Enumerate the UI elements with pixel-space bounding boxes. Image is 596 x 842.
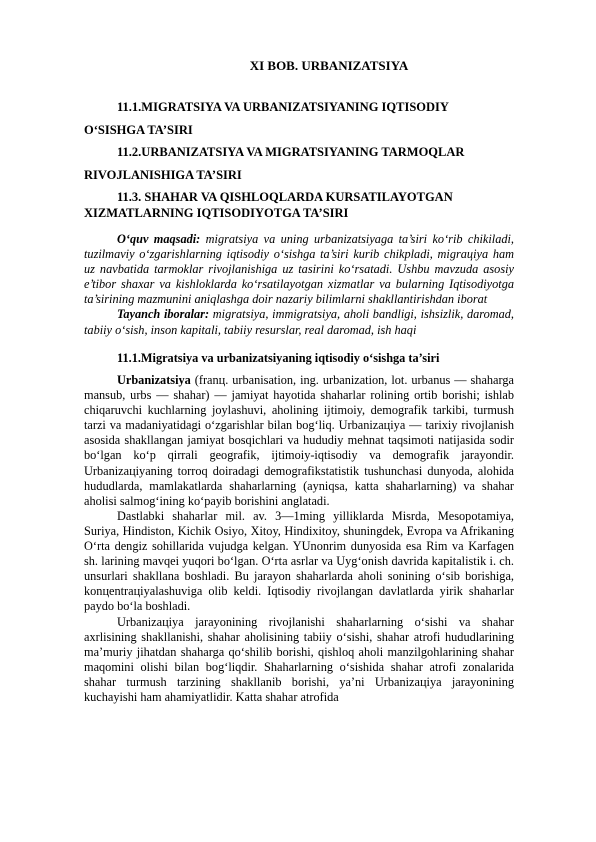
goal-text: migratsiya va uning urbanizatsiyaga ta’siri ko‘rib chikiladi, tuzilmaviy o‘zgarishlarning iqtisodiy o‘sishga ta’siri kurib chikpladi, migraцiya ham uz navbatida tarmoklar rivojlanishiga uz tasirini ko‘rsatadi. Ushbu mavzuda asosiy e’tibor shaxar va kishloklarda ko‘rsatilayotgan xizmatlar va bularning Iqtisodiyotga ta’sirining mazmunini aniqlashga doir nazariy bilimlarni shakllantirishdan iborat: [84, 232, 514, 307]
keywords-text: migratsiya, immigratsiya, aholi bandligi, ishsizlik, daromad, tabiiy o‘sish, inson kapitali, tabiiy resurslar, real daromad, ish haqi: [84, 307, 514, 337]
chapter-title: XI BOB. URBANIZATSIYA: [249, 58, 409, 73]
keywords-label: Tayanch iboralar:: [117, 307, 210, 322]
toc-item-1-line2: O‘SISHGA TA’SIRI: [84, 123, 193, 137]
toc-item-2-line2: RIVOJLANISHIGA TA’SIRI: [84, 168, 242, 182]
term-urbanizatsiya: Urbanizatsiya: [117, 373, 191, 387]
toc-item-3-line2: XIZMATLARNING IQTISODIYOTGA TA’SIRI: [84, 206, 349, 220]
toc-item-3-line1: 11.3. SHAHAR VA QISHLOQLARDA KURSATILAYOTGAN: [117, 190, 453, 204]
learning-goal: [84, 232, 514, 338]
goal-label: O‘quv maqsadi:: [117, 232, 201, 246]
paragraph-1: (franц. urbanisation, ing. urbanization, lot. urbanus — shaharga mansub, urbs — shahar) — jamiyat hayotida shaharlar rolining ortib borishi; ishlab chiqaruvchi kuchlarning joylashuvi, aholining ijtimoiy, demografik tarkibi, turmush tarzi va madaniyatidagi o‘zgarishlar bilan bog‘liq. Urbanizaцiya — tarixiy rivojlanish asosida shakllangan jamiyat bosqichlari va hududiy mehnat taqsimoti natijasida sodir bo‘lgan ko‘p qirrali geografik, ijtimoiy-iqtisodiy va demografik jarayondir. Urbanizaцiyaning torroq doiradagi demografikstatistik tushunchasi dunyoda, alohida hududlarda, mamlakatlarda shaharlarning (ayniqsa, katta shaharlarning) va shahar aholisi salmog‘ining ko‘payib borishini anglatadi.: [84, 373, 514, 508]
toc-item-2-line1: 11.2.URBANIZATSIYA VA MIGRATSIYANING TARMOQLAR: [117, 145, 465, 159]
section-heading: 11.1.Migratsiya va urbanizatsiyaning iqtisodiy o‘sishga ta’siri: [117, 351, 440, 365]
paragraph-2: Dastlabki shaharlar mil. av. 3—1ming yilliklarda Misrda, Mesopotamiya, Suriya, Hindiston, Kichik Osiyo, Xitoy, Hindixitoy, shuningdek, Evropa va Afrikaning O‘rta dengiz sohillarida vujudga kelgan. YUnonrim dunyosida esa Rim va Karfagen sh. larining mavqei yuqori bo‘lgan. O‘rta asrlar va Uyg‘onish davrida kapitalistik i. ch. unsurlari shakllana boshladi. Bu jarayon shaharlarda aholi sonining o‘sib borishiga, konцentraцiyalashuviga olib keldi. Iqtisodiy rivojlangan davlatlarda yirik shaharlar paydo bo‘la boshladi.: [84, 508, 514, 614]
body-text: [84, 373, 514, 705]
toc-item-1-line1: 11.1.MIGRATSIYA VA URBANIZATSIYANING IQTISODIY: [117, 100, 449, 114]
paragraph-3: Urbanizaцiya jarayonining rivojlanishi shaharlarning o‘sishi va shahar axrlisining shakllanishi, shahar aholisining tabiiy o‘sishi, shahar atrofi hududlarining ma’muriy jihatdan shaharga qo‘shilib borishi, qishloq aholi manzilgohlarining shahar maqomini olishi bilan bog‘liqdir. Shaharlarning o‘sishida shahar atrofi zonalarida shahar turmush tarzining shakllanib borishi, ya’ni Urbanizaцiya jarayonining kuchayishi ham ahamiyatlidir. Katta shahar atrofida: [84, 614, 514, 704]
